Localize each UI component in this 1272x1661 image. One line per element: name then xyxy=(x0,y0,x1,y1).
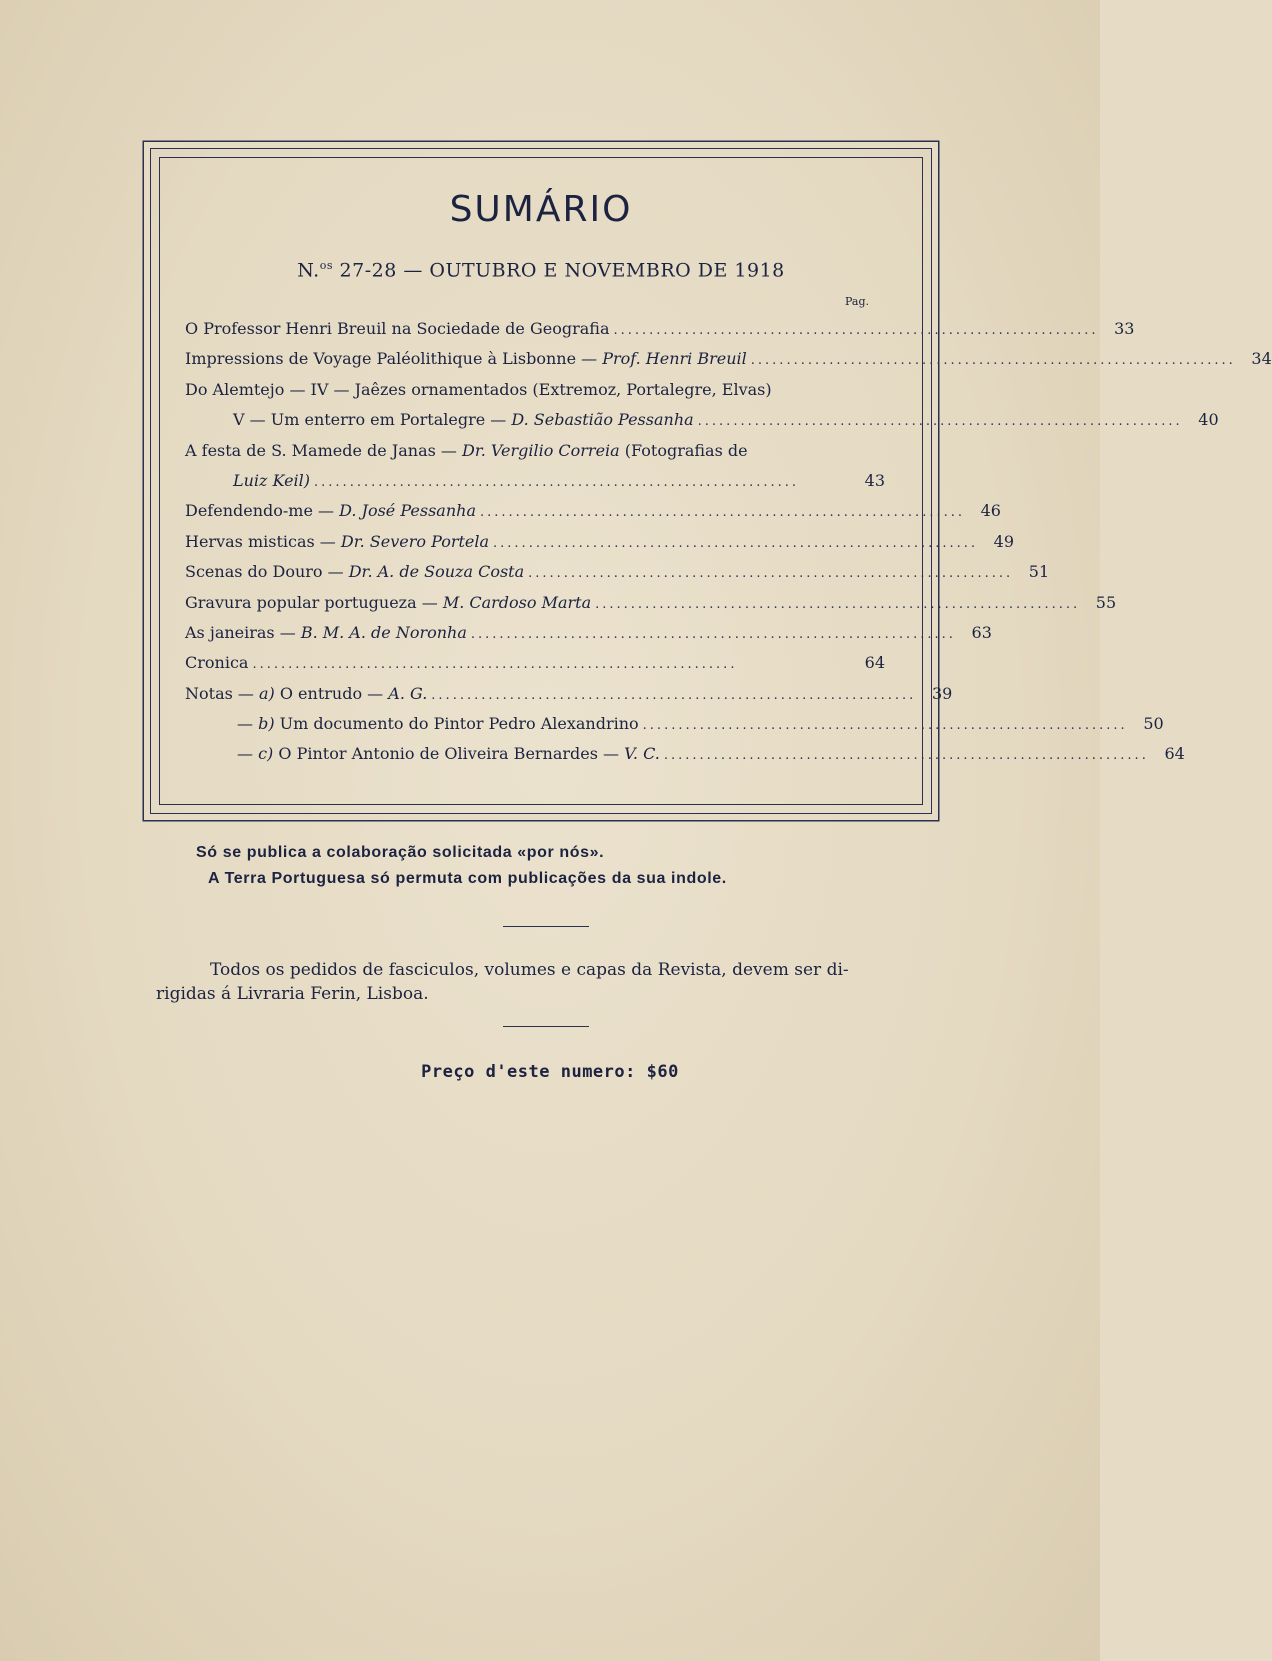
issue-rest: 27-28 — OUTUBRO E NOVEMBRO DE 1918 xyxy=(339,259,785,282)
page-number: 50 xyxy=(1143,714,1164,734)
page-column-label: Pag. xyxy=(844,295,869,308)
orders-line-2: rigidas á Livraria Ferin, Lisboa. xyxy=(156,984,429,1004)
list-item: A festa de S. Mamede de Janas — Dr. Vergilio Correia (Fotografias de xyxy=(185,440,748,460)
page-number: 34 xyxy=(1251,349,1272,369)
orders-line-1: Todos os pedidos de fasciculos, volumes e capas da Revista, devem ser di- xyxy=(210,960,849,980)
list-item: Cronica .................................................................... 64 xyxy=(185,653,885,673)
list-item: — c) O Pintor Antonio de Oliveira Bernardes — V. C. .................................................................... 64 xyxy=(237,744,1185,764)
divider xyxy=(503,926,589,927)
issue-line xyxy=(151,259,931,281)
notice-line-1: Só se publica a colaboração solicitada «por nós». xyxy=(196,844,605,861)
page-number: 39 xyxy=(931,683,953,703)
page-number: 46 xyxy=(980,501,1001,521)
list-item: Do Alemtejo — IV — Jaêzes ornamentados (Extremoz, Portalegre, Elvas) xyxy=(185,379,772,399)
orders-paragraph xyxy=(156,958,936,1006)
page-number: 43 xyxy=(864,470,885,490)
divider xyxy=(503,1026,589,1027)
list-item: Notas — a) O entrudo — A. G. .................................................................... 39 xyxy=(185,683,953,703)
list-item: Scenas do Douro — Dr. A. de Souza Costa .................................................................... 51 xyxy=(185,562,1050,582)
issue-prefix: N. xyxy=(297,259,320,282)
list-item: Luiz Keil) .................................................................... 43 xyxy=(233,470,885,490)
page-title: SUMÁRIO xyxy=(449,189,633,230)
page-number: 63 xyxy=(971,622,992,642)
page-number: 33 xyxy=(1114,319,1135,338)
page-number: 55 xyxy=(1095,592,1117,612)
page-number: 40 xyxy=(1198,410,1219,430)
price-line: Preço d'este numero: $60 xyxy=(421,1062,679,1082)
page-number: 64 xyxy=(1164,744,1185,764)
list-item: Defendendo-me — D. José Pessanha .................................................................... 46 xyxy=(185,501,1001,521)
list-item: — b) Um documento do Pintor Pedro Alexandrino .................................................................... 50 xyxy=(237,714,1164,734)
list-item: Impressions de Voyage Paléolithique à Lisbonne — Prof. Henri Breuil .................................................................... 34 xyxy=(185,349,1272,369)
issue-sup: os xyxy=(319,259,333,272)
list-item: Hervas misticas — Dr. Severo Portela .................................................................... 49 xyxy=(185,531,1015,551)
list-item: Gravura popular portugueza — M. Cardoso Marta .................................................................... 55 xyxy=(185,592,1117,612)
contents-list xyxy=(185,319,1272,775)
notice-line-2: A Terra Portuguesa só permuta com publicações da sua indole. xyxy=(208,870,727,887)
list-item: O Professor Henri Breuil na Sociedade de Geografia .................................................................... 33 xyxy=(185,319,1135,338)
page-number: 64 xyxy=(864,653,885,673)
contents-frame xyxy=(150,148,1272,814)
page-number: 49 xyxy=(993,531,1015,551)
page-number: 51 xyxy=(1028,562,1050,582)
list-item: As janeiras — B. M. A. de Noronha .................................................................... 63 xyxy=(185,622,992,642)
list-item: V — Um enterro em Portalegre — D. Sebastião Pessanha .................................................................... 40 xyxy=(233,410,1219,430)
